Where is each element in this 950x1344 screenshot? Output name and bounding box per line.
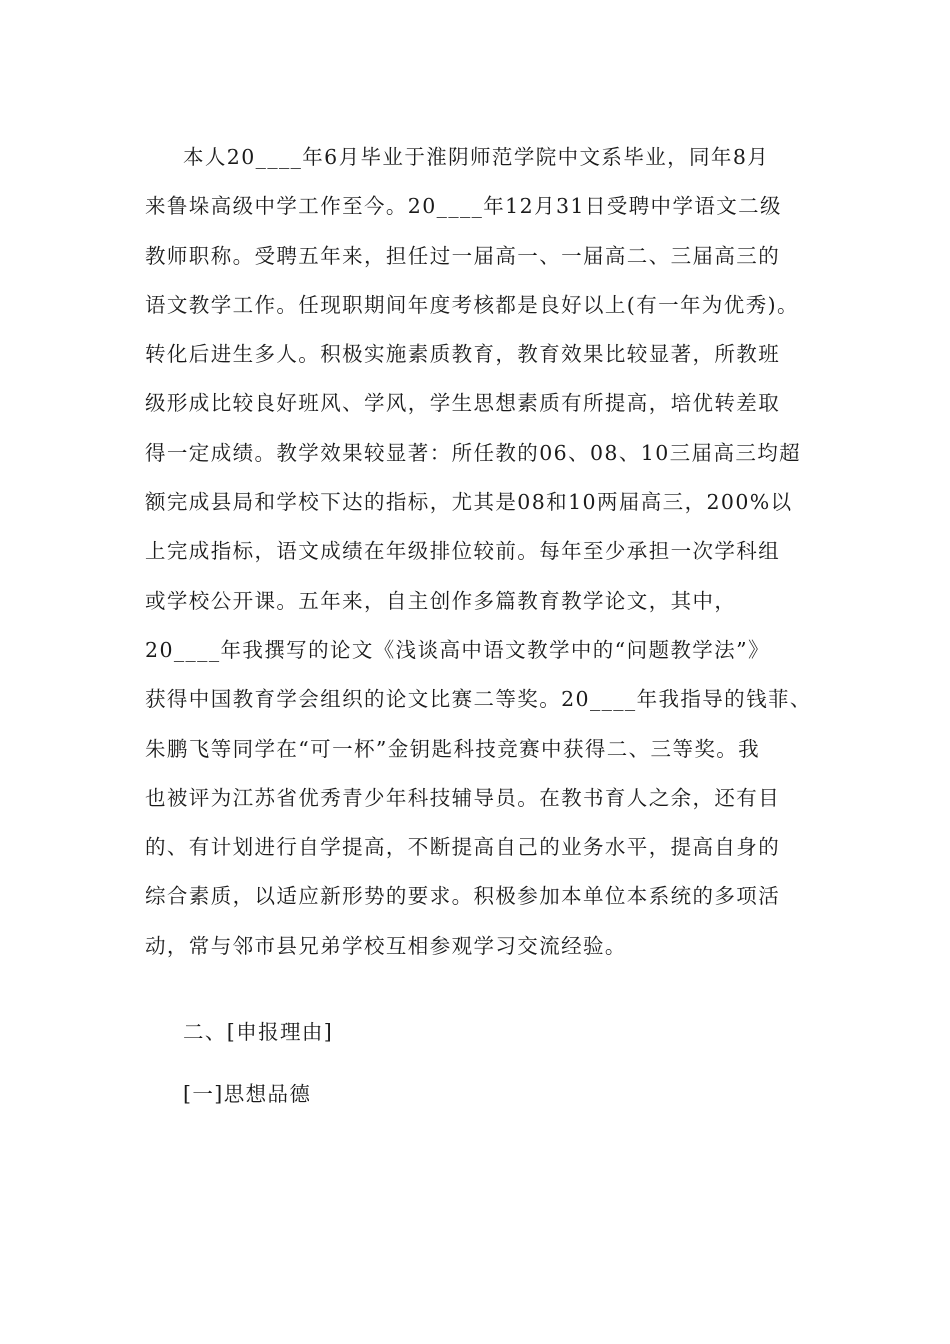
paragraph-line: 也被评为江苏省优秀青少年科技辅导员。在教书育人之余，还有目 <box>145 785 781 810</box>
paragraph-line: 教师职称。受聘五年来，担任过一届高一、一届高二、三届高三的 <box>145 243 781 268</box>
paragraph-line: 转化后进生多人。积极实施素质教育，教育效果比较显著，所教班 <box>145 342 781 367</box>
paragraph-line: 级形成比较良好班风、学风，学生思想素质有所提高，培优转差取 <box>145 391 781 416</box>
paragraph-line: 的、有计划进行自学提高，不断提高自己的业务水平，提高自身的 <box>145 835 781 860</box>
paragraph-line: 语文教学工作。任现职期间年度考核都是良好以上(有一年为优秀)。 <box>145 292 799 317</box>
paragraph-line: 动，常与邻市县兄弟学校互相参观学习交流经验。 <box>145 933 627 958</box>
paragraph-line: 综合素质，以适应新形势的要求。积极参加本单位本系统的多项活 <box>145 884 781 909</box>
paragraph-line: 朱鹏飞等同学在“可一杯”金钥匙科技竞赛中获得二、三等奖。我 <box>145 736 761 761</box>
body-paragraph <box>145 133 825 971</box>
paragraph-line: 上完成指标，语文成绩在年级排位较前。每年至少承担一次学科组 <box>145 539 781 564</box>
paragraph-line: 得一定成绩。教学效果较显著：所任教的06、08、10三届高三均超 <box>145 440 802 465</box>
paragraph-line: 来鲁垛高级中学工作至今。20____年12月31日受聘中学语文二级 <box>145 194 782 219</box>
subsection-heading: [一]思想品德 <box>183 1082 312 1106</box>
paragraph-line: 或学校公开课。五年来，自主创作多篇教育教学论文，其中， <box>145 588 737 613</box>
paragraph-line: 额完成县局和学校下达的指标，尤其是08和10两届高三，200%以 <box>145 490 793 515</box>
paragraph-line: 本人20____年6月毕业于淮阴师范学院中文系毕业，同年8月 <box>183 145 770 169</box>
paragraph-line: 获得中国教育学会组织的论文比赛二等奖。20____年我指导的钱菲、 <box>145 687 812 712</box>
paragraph-line: 20____年我撰写的论文《浅谈高中语文教学中的“问题教学法”》 <box>145 637 770 662</box>
section-heading: 二、[申报理由] <box>183 1020 334 1044</box>
